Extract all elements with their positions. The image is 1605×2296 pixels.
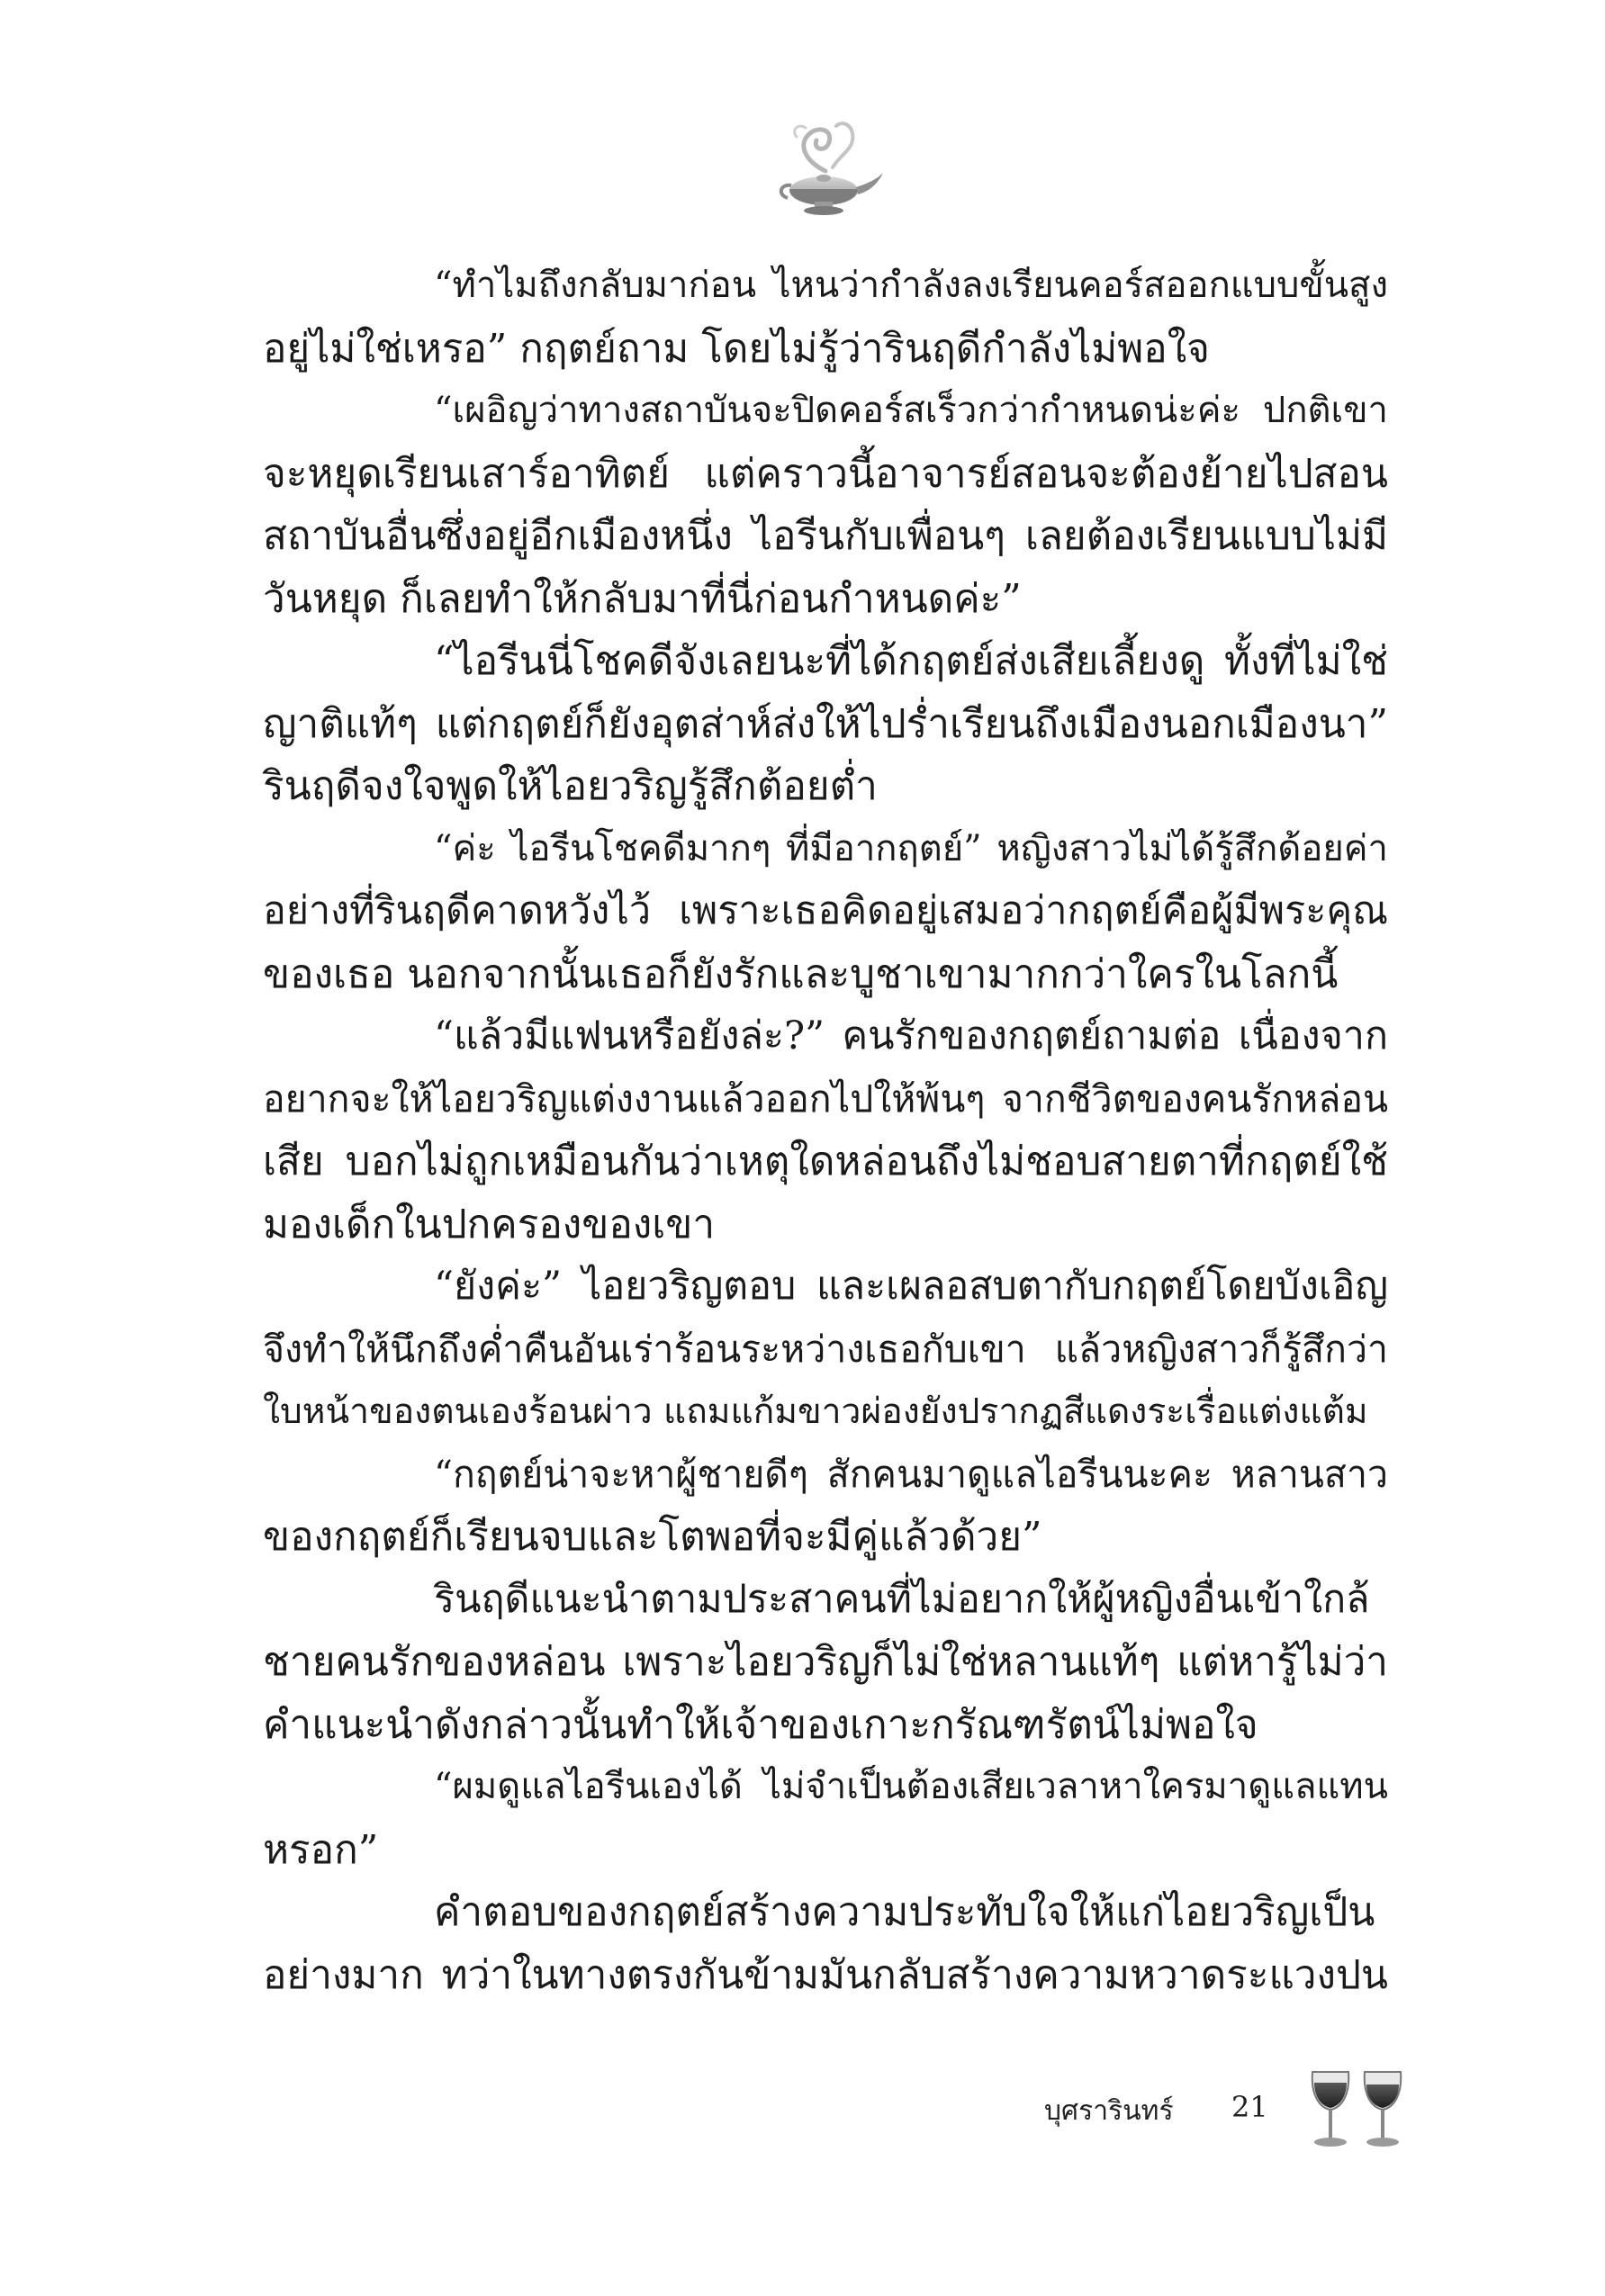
- body-text: [263, 255, 1388, 2006]
- text-line: หรอก”: [263, 1826, 379, 1873]
- text-line: จึงทำให้นึกถึงค่ำคืนอันเร่าร้อนระหว่างเธอกับเขา แล้วหญิงสาวก็รู้สึกว่า: [263, 1327, 1388, 1371]
- text-line: สถาบันอื่นซึ่งอยู่อีกเมืองหนึ่ง ไอรีนกับเพื่อนๆ เลยต้องเรียนแบบไม่มี: [263, 513, 1388, 559]
- text-line: “ผมดูแลไอรีนเองได้ ไม่จำเป็นต้องเสียเวลาหาใครมาดูแลแทน: [434, 1766, 1388, 1807]
- text-line: เสีย บอกไม่ถูกเหมือนกันว่าเหตุใดหล่อนถึงไม่ชอบสายตาที่กฤตย์ใช้: [263, 1139, 1388, 1184]
- text-line: “เผอิญว่าทางสถาบันจะปิดคอร์สเร็วกว่ากำหนดน่ะค่ะ ปกติเขา: [434, 390, 1388, 431]
- author-name: บุศรารินทร์: [1044, 2095, 1174, 2127]
- text-line: อย่างที่รินฤดีคาดหวังไว้ เพราะเธอคิดอยู่เสมอว่ากฤตย์คือผู้มีพระคุณ: [263, 888, 1388, 933]
- text-line: ใบหน้าของตนเองร้อนผ่าว แถมแก้มขาวผ่องยังปรากฏสีแดงระเรื่อแต่งแต้ม: [263, 1391, 1368, 1432]
- wine-glasses-icon: [1305, 2068, 1413, 2151]
- text-line: รินฤดีแนะนำตามประสาคนที่ไม่อยากให้ผู้หญิงอื่นเข้าใกล้: [434, 1576, 1370, 1622]
- text-line: ของเธอ นอกจากนั้นเธอก็ยังรักและบูชาเขามากกว่าใครในโลกนี้: [263, 950, 1339, 997]
- text-line: วันหยุด ก็เลยทำให้กลับมาที่นี่ก่อนกำหนดค่ะ”: [263, 575, 1022, 622]
- text-line: ญาติแท้ๆ แต่กฤตย์ก็ยังอุตส่าห์ส่งให้ไปร่ำเรียนถึงเมืองนอกเมืองนา”: [263, 700, 1388, 747]
- text-line: จะหยุดเรียนเสาร์อาทิตย์ แต่คราวนี้อาจารย์สอนจะต้องย้ายไปสอน: [263, 450, 1388, 497]
- page-footer: [1044, 2068, 1422, 2149]
- magic-lamp-icon: [770, 108, 887, 225]
- text-line: อย่างมาก ทว่าในทางตรงกันข้ามมันกลับสร้างความหวาดระแวงปน: [263, 1951, 1388, 1998]
- text-line: อยู่ไม่ใช่เหรอ” กฤตย์ถาม โดยไม่รู้ว่ารินฤดีกำลังไม่พอใจ: [263, 325, 1210, 372]
- text-line: “ค่ะ ไอรีนโชคดีมากๆ ที่มีอากฤตย์” หญิงสาวไม่ได้รู้สึกด้อยค่า: [434, 827, 1388, 869]
- text-line: คำตอบของกฤตย์สร้างความประทับใจให้แก่ไอยวริญเป็น: [434, 1889, 1375, 1935]
- text-line: “ไอรีนนี่โชคดีจังเลยนะที่ได้กฤตย์ส่งเสียเลี้ยงดู ทั้งที่ไม่ใช่: [434, 638, 1388, 684]
- text-line: “กฤตย์น่าจะหาผู้ชายดีๆ สักคนมาดูแลไอรีนนะคะ หลานสาว: [434, 1452, 1388, 1496]
- text-line: รินฤดีจงใจพูดให้ไอยวริญรู้สึกต้อยต่ำ: [263, 763, 878, 809]
- text-line: ชายคนรักของหล่อน เพราะไอยวริญก็ไม่ใช่หลานแท้ๆ แต่หารู้ไม่ว่า: [263, 1639, 1388, 1685]
- text-line: “ทำไมถึงกลับมาก่อน ไหนว่ากำลังลงเรียนคอร์สออกแบบขั้นสูง: [434, 265, 1388, 306]
- text-line: “ยังค่ะ” ไอยวริญตอบ และเผลอสบตากับกฤตย์โดยบังเอิญ: [434, 1264, 1388, 1309]
- text-line: “แล้วมีแฟนหรือยังล่ะ?” คนรักของกฤตย์ถามต่อ เนื่องจาก: [434, 1013, 1388, 1058]
- text-line: มองเด็กในปกครองของเขา: [263, 1201, 716, 1247]
- text-line: คำแนะนำดังกล่าวนั้นทำให้เจ้าของเกาะกรัณฑรัตน์ไม่พอใจ: [263, 1701, 1258, 1748]
- page-number: 21: [1231, 2090, 1268, 2124]
- text-line: อยากจะให้ไอยวริญแต่งงานแล้วออกไปให้พ้นๆ จากชีวิตของคนรักหล่อน: [263, 1076, 1388, 1121]
- text-line: ของกฤตย์ก็เรียนจบและโตพอที่จะมีคู่แล้วด้วย”: [263, 1514, 1042, 1560]
